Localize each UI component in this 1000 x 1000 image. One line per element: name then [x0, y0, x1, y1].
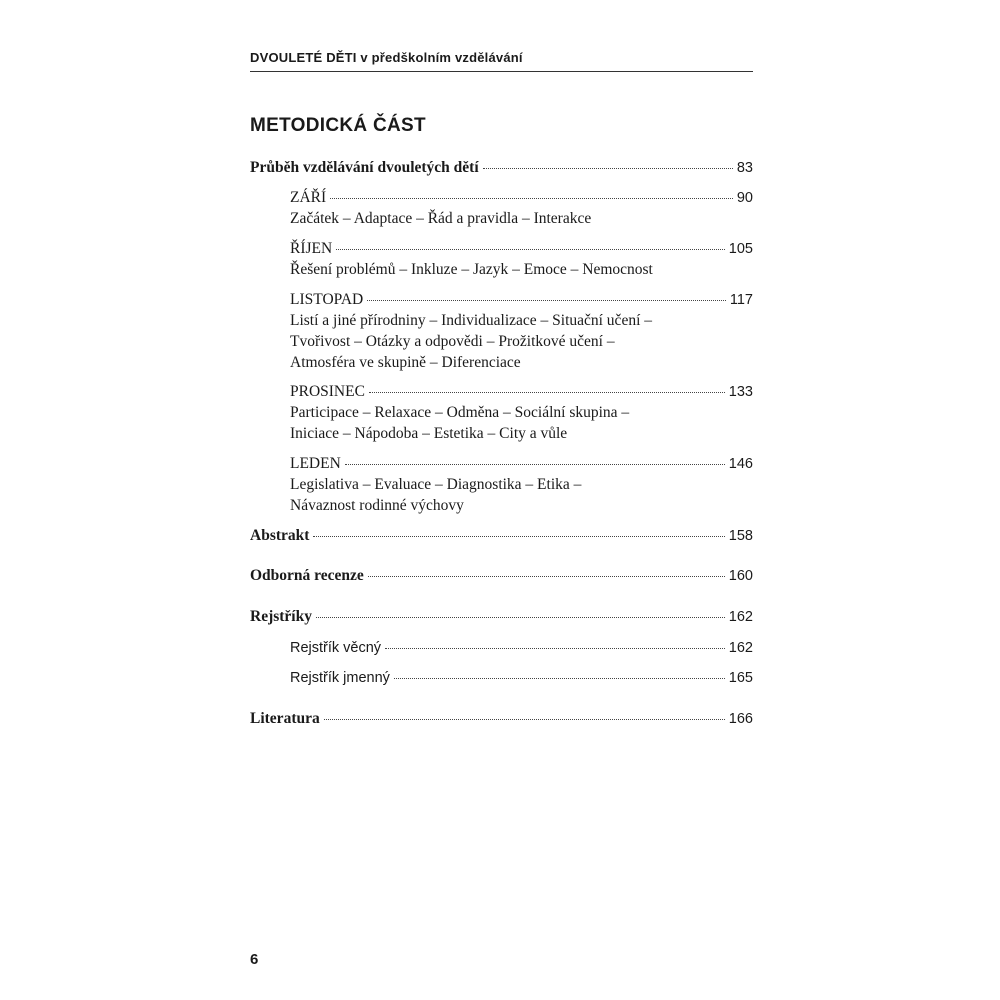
section-title: METODICKÁ ČÁST [250, 115, 426, 136]
toc-topics-prosinec [290, 402, 710, 444]
toc-topics-leden [290, 474, 710, 516]
toc-entry-rejstrik-jmenny [290, 668, 753, 688]
toc-entry-page: 90 [736, 190, 753, 206]
toc-entry-page: 105 [728, 241, 753, 257]
leader-dots [313, 536, 724, 537]
leader-dots [369, 392, 725, 393]
toc-entry-label: Průběh vzdělávání dvouletých dětí [250, 159, 479, 176]
toc-topics-rijen [290, 259, 710, 280]
toc-entry-page: 162 [728, 640, 753, 656]
topic-line: Atmosféra ve skupině – Diferenciace [290, 354, 521, 371]
toc-entry-prosinec [290, 382, 753, 402]
toc-entry-page: 117 [729, 292, 753, 308]
toc-entry-abstrakt [250, 526, 753, 546]
toc-entry-label: LISTOPAD [290, 291, 364, 308]
toc-entry-leden [290, 454, 753, 474]
toc-entry-page: 160 [728, 568, 753, 584]
page-number: 6 [250, 951, 259, 968]
topic-line: Legislativa – Evaluace – Diagnostika – Etika – [290, 476, 582, 493]
leader-dots [316, 617, 725, 618]
leader-dots [394, 678, 725, 679]
topic-line: Návaznost rodinné výchovy [290, 497, 464, 514]
toc-topics-zari [290, 208, 710, 229]
topic-line: Tvořivost – Otázky a odpovědi – Prožitkové učení – [290, 333, 615, 350]
toc-entry-page: 146 [728, 456, 753, 472]
topic-line: Iniciace – Nápodoba – Estetika – City a vůle [290, 425, 568, 442]
topic-line: Listí a jiné přírodniny – Individualizace – Situační učení – [290, 312, 653, 329]
toc-entry-page: 162 [728, 609, 753, 625]
leader-dots [330, 198, 733, 199]
leader-dots [336, 249, 725, 250]
toc-entry-rejstrik-vecny [290, 638, 753, 658]
toc-entry-page: 166 [728, 711, 753, 727]
toc-entry-literatura [250, 709, 753, 729]
toc-entry-listopad [290, 290, 753, 310]
toc-entry-label: Rejstřík jmenný [290, 670, 390, 686]
toc-entry-zari [290, 188, 753, 208]
leader-dots [324, 719, 725, 720]
topic-line: Řešení problémů – Inkluze – Jazyk – Emoce – Nemocnost [290, 261, 653, 278]
toc-entry-page: 165 [728, 670, 753, 686]
toc-entry-rijen [290, 239, 753, 259]
leader-dots [483, 168, 733, 169]
toc-entry-label: PROSINEC [290, 383, 365, 400]
toc-entry-label: Abstrakt [250, 527, 310, 544]
topic-line: Začátek – Adaptace – Řád a pravidla – Interakce [290, 210, 592, 227]
leader-dots [368, 576, 725, 577]
toc-entry-label: Odborná recenze [250, 567, 364, 584]
toc-entry-page: 158 [728, 528, 753, 544]
toc-entry-label: Rejstříky [250, 608, 312, 625]
toc-entry-page: 133 [728, 384, 753, 400]
leader-dots [345, 464, 725, 465]
toc-entry-label: LEDEN [290, 455, 341, 472]
topic-line: Participace – Relaxace – Odměna – Sociální skupina – [290, 404, 630, 421]
toc-entry-label: ŘÍJEN [290, 240, 333, 257]
toc-topics-listopad [290, 310, 710, 373]
toc-entry-recenze [250, 566, 753, 586]
toc-entry-main [250, 158, 753, 178]
running-header: DVOULETÉ DĚTI v předškolním vzdělávání [250, 50, 523, 65]
toc-entry-page: 83 [736, 160, 753, 176]
leader-dots [367, 300, 726, 301]
toc-entry-label: Literatura [250, 710, 320, 727]
toc-entry-label: ZÁŘÍ [290, 189, 327, 206]
toc-entry-rejstriky [250, 607, 753, 627]
leader-dots [385, 648, 725, 649]
header-rule [250, 71, 753, 72]
toc-entry-label: Rejstřík věcný [290, 640, 382, 656]
